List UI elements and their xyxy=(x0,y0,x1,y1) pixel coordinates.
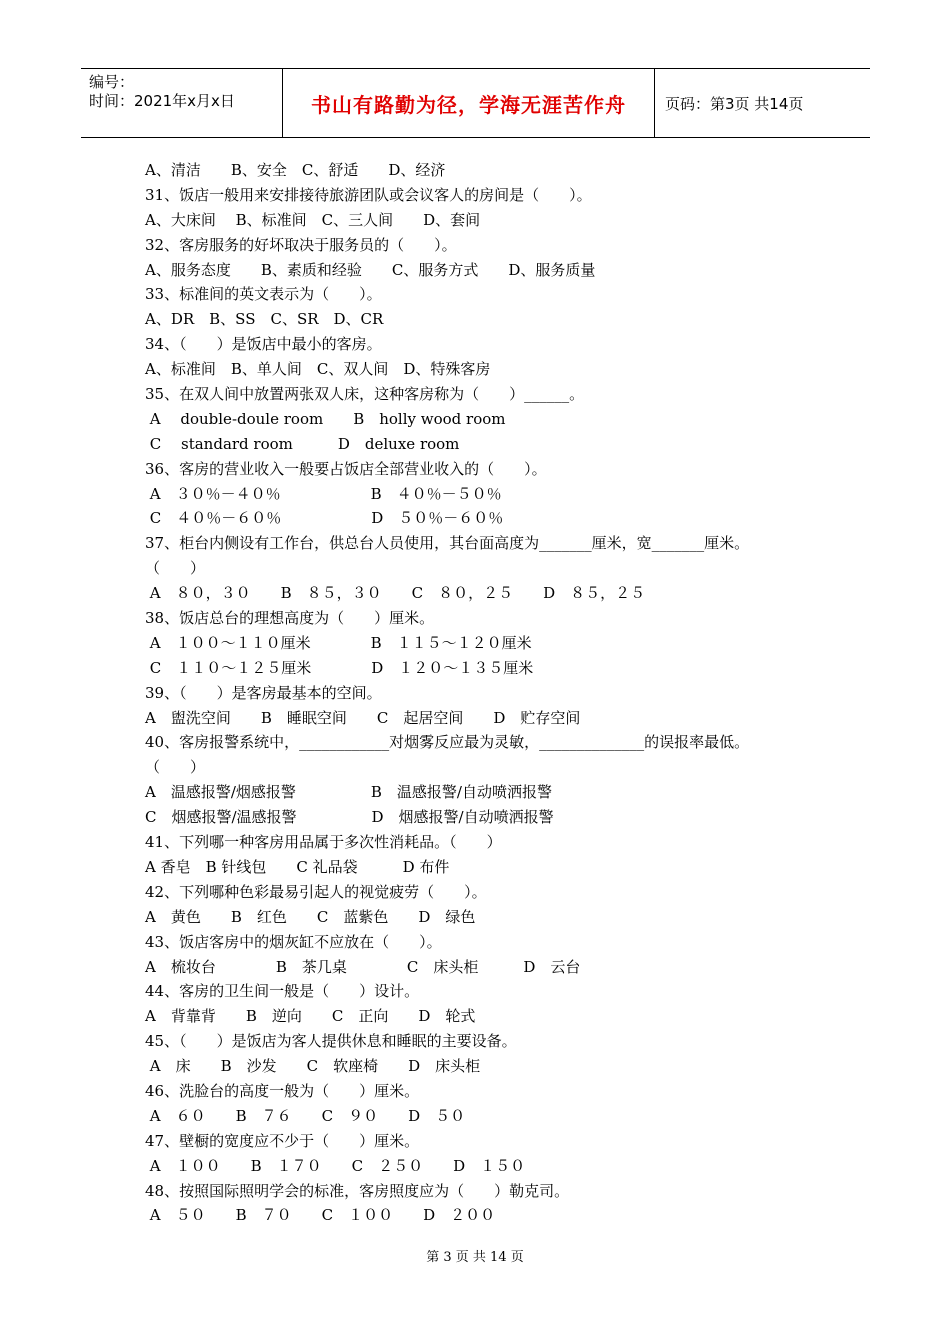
text-line: A 床 B 沙发 C 软座椅 D 床头柜 xyxy=(145,1057,481,1076)
text-line: 33、标准间的英文表示为（ ）。 xyxy=(145,285,382,304)
text-line: 35、在双人间中放置两张双人床，这种客房称为（ ）______。 xyxy=(145,385,585,404)
text-line: 38、饭店总台的理想高度为（ ）厘米。 xyxy=(145,609,435,628)
text-line: 43、饭店客房中的烟灰缸不应放在（ ）。 xyxy=(145,932,442,951)
header-page-info: 页码：第3页 共14页 xyxy=(665,94,804,113)
text-line: A 盥洗空间 B 睡眠空间 C 起居空间 D 贮存空间 xyxy=(145,708,581,727)
text-line: C １１０～１２５厘米 D １２０～１３５厘米 xyxy=(145,658,534,677)
text-line: A、服务态度 B、素质和经验 C、服务方式 D、服务质量 xyxy=(145,260,596,279)
text-line: A 温感报警/烟感报警 B 温感报警/自动喷洒报警 xyxy=(145,783,552,802)
doc-time-label: 时间：2021年x月x日 xyxy=(89,92,235,110)
text-line: 41、下列哪一种客房用品属于多次性消耗品。（ ） xyxy=(145,833,502,852)
text-line: C ４０％－６０％ D ５０％－６０％ xyxy=(145,509,504,528)
text-line: 42、下列哪种色彩最易引起人的视觉疲劳（ ）。 xyxy=(145,882,487,901)
header-motto: 书山有路勤为径，学海无涯苦作舟 xyxy=(311,92,626,117)
text-line: A １００～１１０厘米 B １１５～１２０厘米 xyxy=(145,633,532,652)
text-line: 48、按照国际照明学会的标准，客房照度应为（ ）勒克司。 xyxy=(145,1181,570,1200)
text-line: 36、客房的营业收入一般要占饭店全部营业收入的（ ）。 xyxy=(145,459,547,478)
text-line: A 背靠背 B 逆向 C 正向 D 轮式 xyxy=(145,1007,476,1026)
header-meta xyxy=(81,69,283,137)
text-line: A、大床间 B、标准间 C、三人间 D、套间 xyxy=(145,210,481,229)
text-line: （ ） xyxy=(145,758,206,777)
text-line: 46、洗脸台的高度一般为（ ）厘米。 xyxy=(145,1081,420,1100)
text-line: A １００ B １７０ C ２５０ D １５０ xyxy=(145,1156,526,1175)
text-line: A double-doule room B holly wood room xyxy=(145,409,506,428)
text-line: A、标准间 B、单人间 C、双人间 D、特殊客房 xyxy=(145,360,491,379)
doc-number-label: 编号： xyxy=(89,73,135,91)
text-line: A、DR B、SS C、SR D、CR xyxy=(145,310,384,329)
text-line: 44、客房的卫生间一般是（ ）设计。 xyxy=(145,982,420,1001)
text-line: A 黄色 B 红色 C 蓝紫色 D 绿色 xyxy=(145,907,476,926)
text-line: 32、客房服务的好坏取决于服务员的（ ）。 xyxy=(145,235,457,254)
text-line: A、清洁 B、安全 C、舒适 D、经济 xyxy=(145,161,446,179)
text-line: C 烟感报警/温感报警 D 烟感报警/自动喷洒报警 xyxy=(145,808,554,827)
text-line: A ８０，３０ B ８５，３０ C ８０，２５ D ８５，２５ xyxy=(145,584,646,603)
page-footer: 第 3 页 共 14 页 xyxy=(426,1250,524,1265)
text-line: A ３０％－４０％ B ４０％－５０％ xyxy=(145,484,502,503)
text-line: A 香皂 B 针线包 C 礼品袋 D 布件 xyxy=(145,857,450,876)
text-line: 40、客房报警系统中，____________对烟雾反应最为灵敏，______________的误报率最低。 xyxy=(145,733,750,752)
question-list xyxy=(145,158,845,1228)
text-line: 39、（ ）是客房最基本的空间。 xyxy=(145,683,382,702)
text-line: 37、柜台内侧设有工作台，供总台人员使用，其台面高度为_______厘米，宽_______厘米。 xyxy=(145,534,750,553)
text-line: 47、壁橱的宽度应不少于（ ）厘米。 xyxy=(145,1131,420,1150)
header-motto-cell xyxy=(283,69,655,137)
text-line: A 梳妆台 B 茶几桌 C 床头柜 D 云台 xyxy=(145,957,581,976)
text-line: A ６０ B ７６ C ９０ D ５０ xyxy=(145,1106,466,1125)
text-line: C standard room D deluxe room xyxy=(145,434,460,453)
text-line: A ５０ B ７０ C １００ D ２００ xyxy=(145,1206,496,1225)
text-line: 45、（ ）是饭店为客人提供休息和睡眠的主要设备。 xyxy=(145,1032,517,1051)
text-line: 31、饭店一般用来安排接待旅游团队或会议客人的房间是（ ）。 xyxy=(145,185,592,204)
text-line: （ ） xyxy=(145,559,206,578)
text-line: 34、（ ）是饭店中最小的客房。 xyxy=(145,335,382,354)
page-header xyxy=(81,68,870,138)
